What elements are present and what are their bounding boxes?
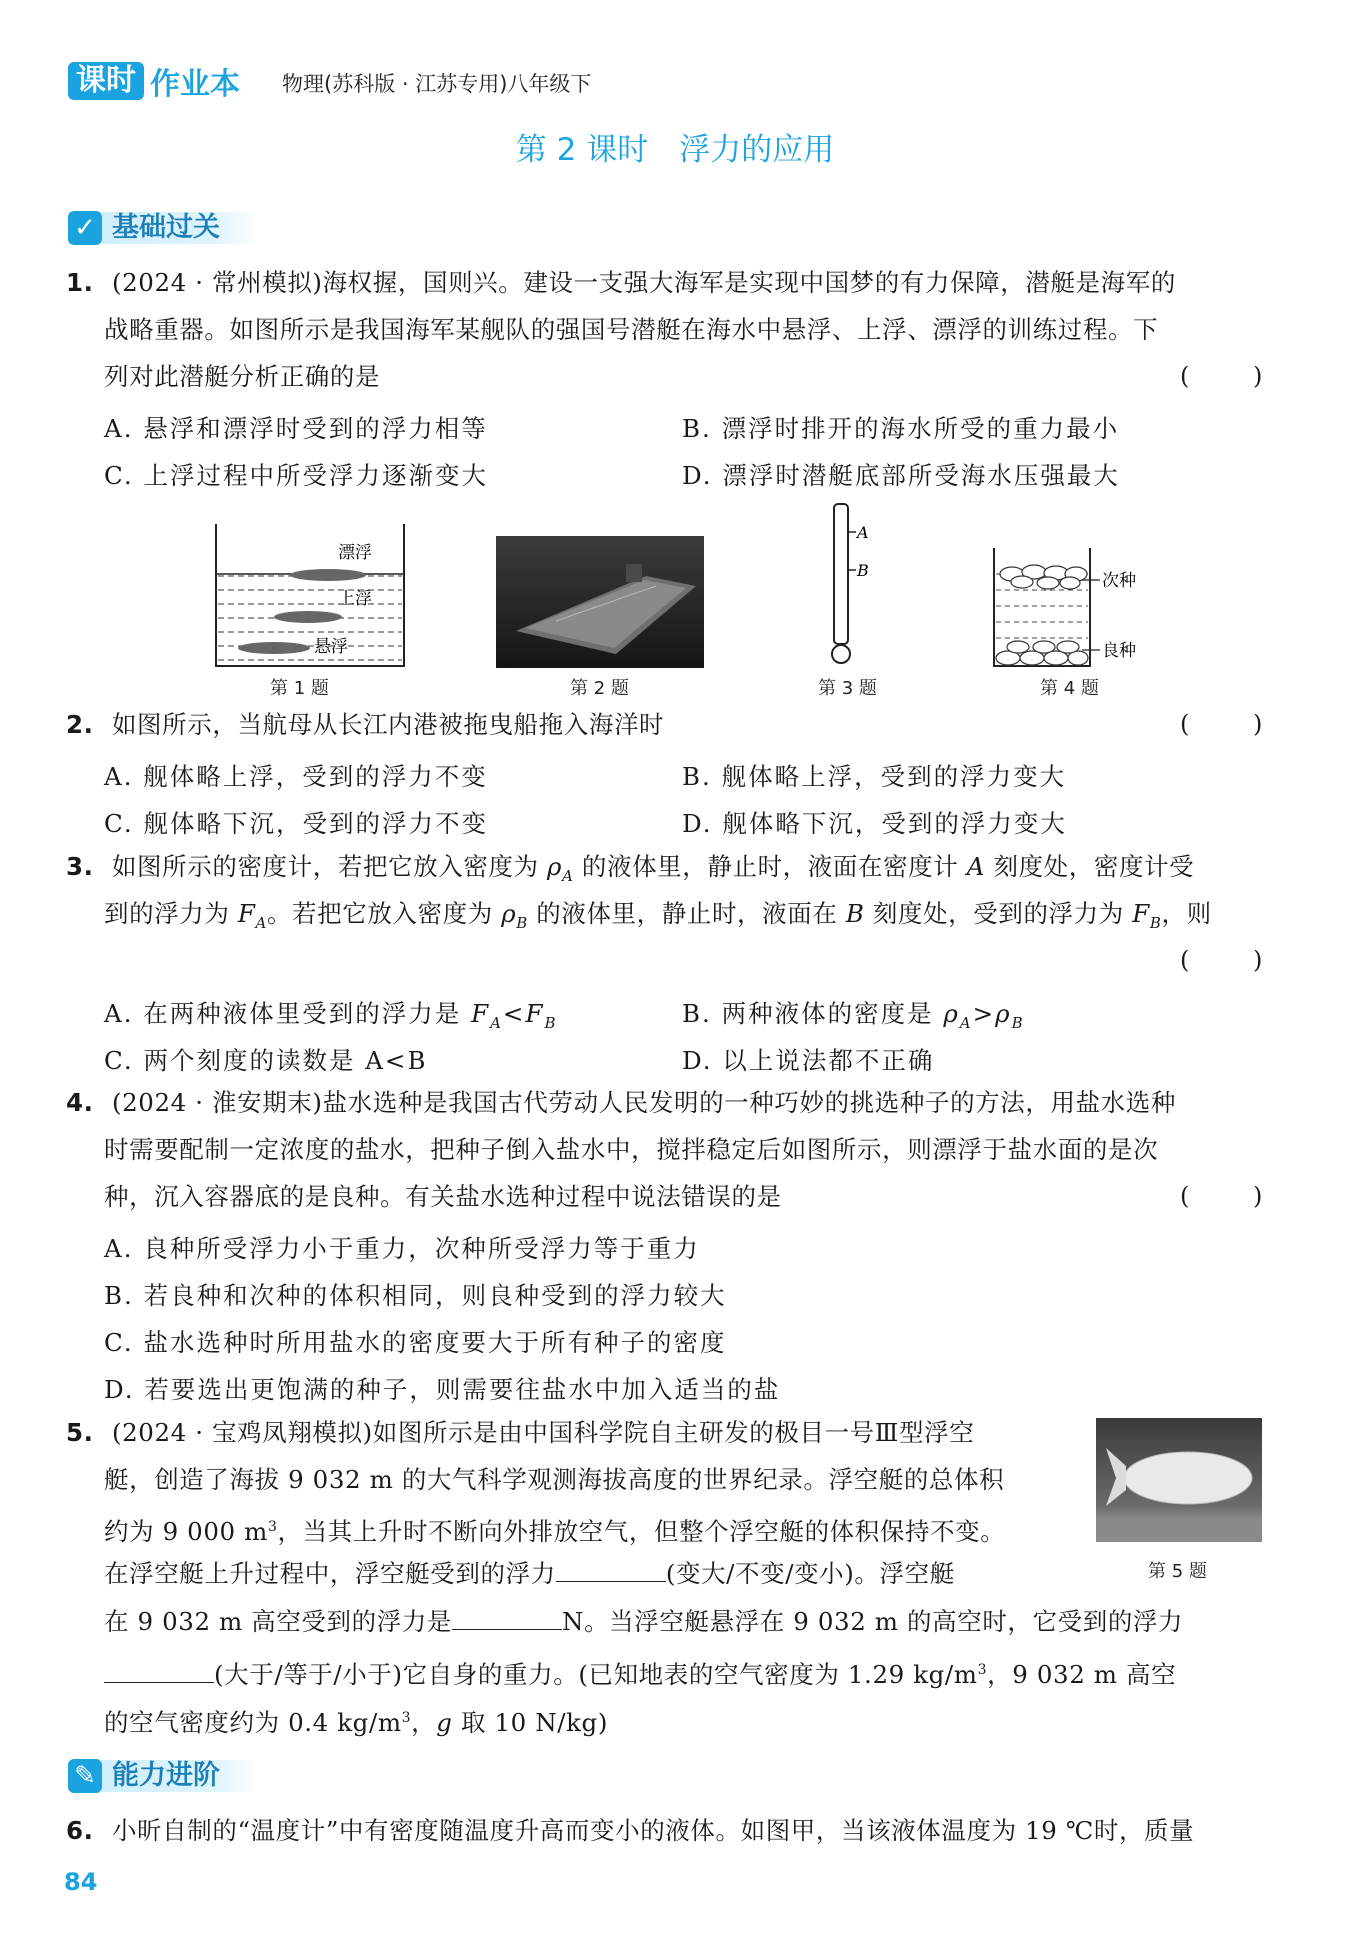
fig5-airship-photo <box>1096 1418 1262 1542</box>
q3-option-d: D. 以上说法都不正确 <box>682 1046 935 1075</box>
logo-book-text: 作业本 <box>150 67 240 102</box>
q3-number: 3. <box>66 852 94 881</box>
submarine-suspended <box>238 642 310 654</box>
q5-line-1 <box>66 1418 974 1448</box>
fig3-hydrometer <box>816 500 876 670</box>
q3-line-1 <box>66 852 1194 891</box>
fig4-caption: 第 4 题 <box>1040 678 1099 699</box>
q5-blank-1[interactable] <box>556 1559 666 1582</box>
logo-box: 课时 <box>68 62 144 100</box>
q2-line-1 <box>66 710 664 740</box>
q1-option-b: B. 漂浮时排开的海水所受的重力最小 <box>682 414 1120 443</box>
q4-line-2: 时需要配制一定浓度的盐水，把种子倒入盐水中，搅拌稳定后如图所示，则漂浮于盐水面的是次 <box>104 1135 1159 1164</box>
q1-answer-paren: ( ) <box>1180 362 1291 390</box>
q2-option-b: B. 舰体略上浮，受到的浮力变大 <box>682 762 1067 791</box>
q3-option-b: B. 两种液体的密度是 $\rho_A>\rho_B$ <box>682 999 1025 1032</box>
q2-option-d: D. 舰体略下沉，受到的浮力变大 <box>682 809 1067 838</box>
q2-number: 2. <box>66 710 94 739</box>
q2-text-1: 如图所示，当航母从长江内港被拖曳船拖入海洋时 <box>111 710 665 739</box>
label-rise: 上浮 <box>338 589 372 609</box>
q5-text-1: (2024 · 宝鸡凤翔模拟)如图所示是由中国科学院自主研发的极目一号Ⅲ型浮空 <box>111 1418 975 1447</box>
fig4-seed-beaker <box>990 546 1150 670</box>
label-good-seed: 良种 <box>1102 641 1136 661</box>
q4-option-d: D. 若要选出更饱满的种子，则需要往盐水中加入适当的盐 <box>104 1375 781 1404</box>
section-advanced <box>68 1758 260 1794</box>
q5-line-3: 约为 9 000 $m^3$，当其上升时不断向外排放空气，但整个浮空艇的体积保持不变。 <box>104 1517 1006 1547</box>
q4-number: 4. <box>66 1088 94 1117</box>
q5-blank-2[interactable] <box>452 1607 562 1630</box>
q5-text-6: (大于/等于/小于)它自身的重力。(已知地表的空气密度为 1.29 $kg/m^3$，9 032 m 高空 <box>214 1660 1177 1690</box>
header-logo <box>68 62 240 100</box>
q2-option-c: C. 舰体略下沉，受到的浮力不变 <box>104 809 488 838</box>
q1-option-a: A. 悬浮和漂浮时受到的浮力相等 <box>104 414 488 443</box>
section-basic-title: 基础过关 <box>102 212 260 244</box>
q4-line-3: 种，沉入容器底的是良种。有关盐水选种过程中说法错误的是 <box>104 1182 782 1211</box>
page-number: 84 <box>64 1868 98 1896</box>
q4-answer-paren: ( ) <box>1180 1182 1291 1210</box>
pen-icon: ✎ <box>68 1759 102 1793</box>
q3-answer-paren: ( ) <box>1180 946 1291 974</box>
q5-text-5a: 在 9 032 m 高空受到的浮力是 <box>104 1607 453 1636</box>
q4-text-1: (2024 · 淮安期末)盐水选种是我国古代劳动人民发明的一种巧妙的挑选种子的方法，用盐水选种 <box>111 1088 1176 1117</box>
q2-option-a: A. 舰体略上浮，受到的浮力不变 <box>104 762 488 791</box>
fig2-carrier-photo <box>496 536 704 668</box>
lesson-title: 第 2 课时 浮力的应用 <box>515 132 835 168</box>
q1-line-1 <box>66 268 1176 298</box>
q6-line-1 <box>66 1816 1194 1846</box>
section-advanced-title: 能力进阶 <box>102 1760 260 1792</box>
q1-text-1: (2024 · 常州模拟)海权握，国则兴。建设一支强大海军是实现中国梦的有力保障，潜艇是海军的 <box>111 268 1176 297</box>
check-icon: ✓ <box>68 211 102 245</box>
section-basic <box>68 210 260 246</box>
label-float: 漂浮 <box>338 543 372 563</box>
q6-number: 6. <box>66 1816 94 1845</box>
fig5-caption: 第 5 题 <box>1148 1561 1207 1582</box>
q5-line-7: 的空气密度约为 0.4 $kg/m^3$，g 取 10 N/kg) <box>104 1708 608 1738</box>
q5-number: 5. <box>66 1418 94 1447</box>
mark-b: B <box>857 561 869 580</box>
fig1-submarine-diagram <box>210 520 410 670</box>
q3-option-a: A. 在两种液体里受到的浮力是 $F_A<F_B$ <box>104 999 558 1032</box>
q1-line-2: 战略重器。如图所示是我国海军某舰队的强国号潜艇在海水中悬浮、上浮、漂浮的训练过程。下 <box>104 315 1159 344</box>
q4-option-a: A. 良种所受浮力小于重力，次种所受浮力等于重力 <box>104 1234 700 1263</box>
header-subject: 物理(苏科版 · 江苏专用)八年级下 <box>282 72 592 96</box>
q1-option-d: D. 漂浮时潜艇底部所受海水压强最大 <box>682 461 1120 490</box>
q1-option-c: C. 上浮过程中所受浮力逐渐变大 <box>104 461 488 490</box>
q5-line-4 <box>104 1559 955 1589</box>
q5-line-6 <box>104 1655 1176 1690</box>
label-suspend: 悬浮 <box>314 637 348 657</box>
q5-text-5b: N。当浮空艇悬浮在 9 032 m 的高空时，它受到的浮力 <box>562 1607 1184 1636</box>
q5-text-4a: 在浮空艇上升过程中，浮空艇受到的浮力 <box>104 1559 556 1588</box>
q1-number: 1. <box>66 268 94 297</box>
q5-line-5 <box>104 1607 1183 1637</box>
label-bad-seed: 次种 <box>1102 571 1136 591</box>
q3-text-1: 如图所示的密度计，若把它放入密度为 $\rho_A$ 的液体里，静止时，液面在密度计 A 刻度处，密度计受 <box>111 852 1195 885</box>
q4-line-1 <box>66 1088 1176 1118</box>
mark-a: A <box>857 523 869 542</box>
q5-blank-3[interactable] <box>104 1660 214 1683</box>
fig1-caption: 第 1 题 <box>270 678 329 699</box>
q5-line-2: 艇，创造了海拔 9 032 m 的大气科学观测海拔高度的世界纪录。浮空艇的总体积 <box>104 1465 1005 1494</box>
q3-option-c: C. 两个刻度的读数是 A<B <box>104 1046 428 1075</box>
q2-answer-paren: ( ) <box>1180 710 1291 738</box>
q5-text-4b: (变大/不变/变小)。浮空艇 <box>665 1559 955 1588</box>
q1-line-3: 列对此潜艇分析正确的是 <box>104 362 381 391</box>
submarine-rising <box>274 611 342 623</box>
q6-text-1: 小昕自制的“温度计”中有密度随温度升高而变小的液体。如图甲，当该液体温度为 19 ℃时，质量 <box>111 1816 1195 1845</box>
fig2-caption: 第 2 题 <box>570 678 629 699</box>
q4-option-b: B. 若良种和次种的体积相同，则良种受到的浮力较大 <box>104 1281 727 1310</box>
submarine-floating <box>290 569 366 581</box>
q4-option-c: C. 盐水选种时所用盐水的密度要大于所有种子的密度 <box>104 1328 727 1357</box>
fig3-caption: 第 3 题 <box>818 678 877 699</box>
q3-line-2: 到的浮力为 $F_A$。若把它放入密度为 $\rho_B$ 的液体里，静止时，液面在 B 刻度处，受到的浮力为 $F_B$，则 <box>104 899 1212 932</box>
